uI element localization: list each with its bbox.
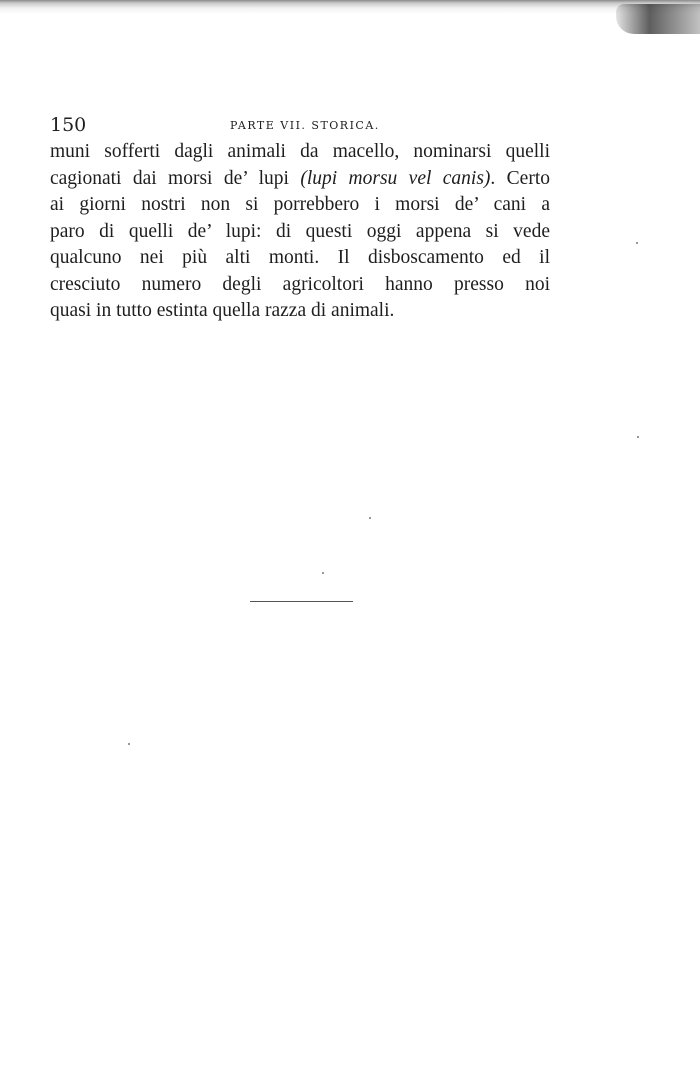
scan-speck — [636, 242, 638, 244]
text-line-3: ai giorni nostri non si porrebbero i morsi de’ cani a — [50, 194, 550, 215]
body-paragraph — [50, 139, 550, 325]
text-line-5: qualcuno nei più alti monti. Il disboscamento ed il — [50, 247, 550, 268]
page-header — [50, 114, 550, 136]
running-title: PARTE VII. STORICA. — [230, 119, 380, 132]
text-line-2 — [50, 166, 550, 193]
scan-speck — [128, 743, 130, 745]
text-line-2-roman: cagionati dai morsi de’ lupi — [50, 167, 301, 189]
text-line-4: paro di quelli de’ lupi: di questi oggi appena si vede — [50, 220, 550, 242]
scan-speck — [369, 517, 371, 519]
scan-top-edge — [0, 0, 700, 14]
scan-speck — [637, 436, 639, 438]
scan-speck — [322, 572, 324, 574]
text-line-2-end: . Certo — [490, 167, 550, 189]
section-end-rule — [250, 601, 353, 602]
latin-phrase: (lupi morsu vel canis) — [300, 167, 491, 189]
scan-corner-smudge — [616, 4, 700, 34]
text-line-1: muni sofferti dagli animali da macello, nominarsi quelli — [50, 141, 550, 162]
page-number: 150 — [50, 114, 87, 136]
text-line-7: quasi in tutto estinta quella razza di animali. — [50, 300, 395, 321]
text-line-6: cresciuto numero degli agricoltori hanno presso noi — [50, 273, 550, 295]
